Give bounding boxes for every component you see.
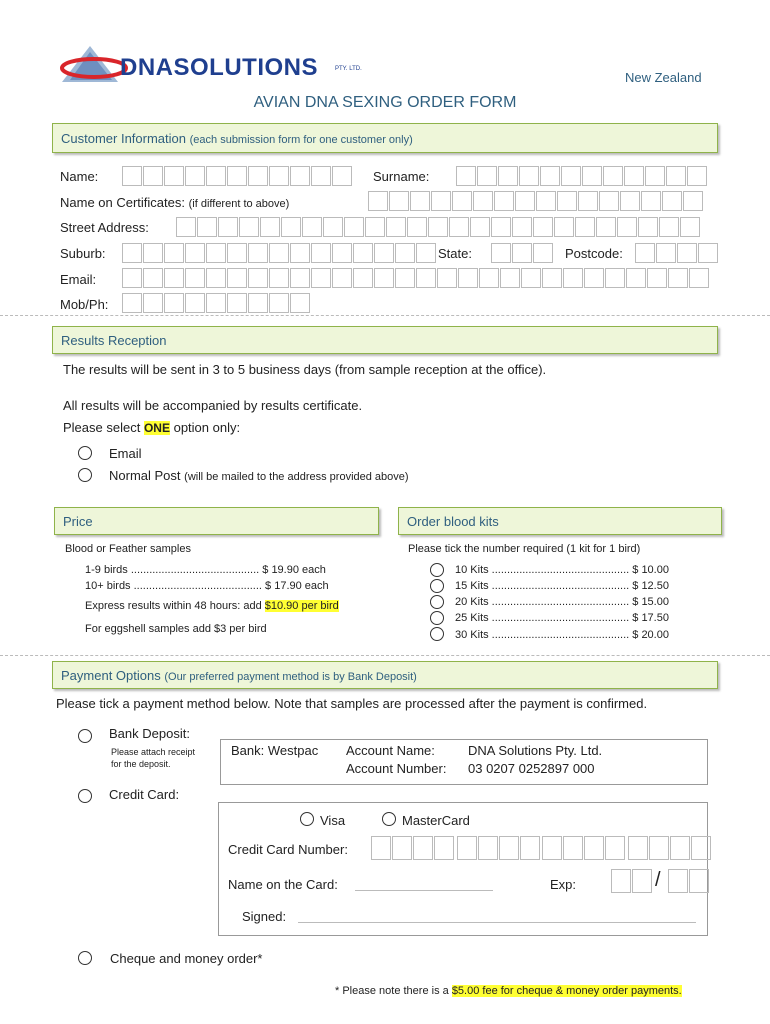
exp-separator: / <box>655 869 661 891</box>
bank-note-line-1: Please attach receipt <box>111 747 196 757</box>
kit-radio-10[interactable] <box>430 563 444 577</box>
post-radio[interactable] <box>78 468 92 482</box>
kit-radio-25[interactable] <box>430 611 444 625</box>
bank-deposit-note <box>111 746 195 770</box>
suburb-label: Suburb: <box>60 246 106 261</box>
surname-field[interactable] <box>456 166 708 186</box>
kit-item-15: 15 Kits ............................................. $ 12.50 <box>455 580 669 592</box>
results-certificate: All results will be accompanied by results certificate. <box>63 398 363 413</box>
express-text: Express results within 48 hours: add <box>85 600 262 612</box>
kit-item-10: 10 Kits ............................................. $ 10.00 <box>455 564 669 576</box>
kits-title: Order blood kits <box>407 514 499 529</box>
logo-text: DNASOLUTIONS <box>120 54 318 81</box>
page-title: AVIAN DNA SEXING ORDER FORM <box>253 94 517 111</box>
eggshell-row: For eggshell samples add $3 per bird <box>85 623 267 635</box>
account-number-label: Account Number: <box>346 761 447 776</box>
payment-note: (Our preferred payment method is by Bank Deposit) <box>164 671 417 683</box>
signed-label: Signed: <box>242 909 287 924</box>
kit-item-30: 30 Kits ............................................. $ 20.00 <box>455 629 669 641</box>
signature-field[interactable] <box>298 906 696 923</box>
region-label: New Zealand <box>625 70 702 85</box>
kit-radio-30[interactable] <box>430 627 444 641</box>
cc-number-group-1[interactable] <box>371 836 455 860</box>
cc-number-label: Credit Card Number: <box>228 842 348 857</box>
price-header <box>54 507 379 535</box>
credit-card-label: Credit Card: <box>109 787 180 802</box>
name-on-card-label: Name on the Card: <box>228 877 338 892</box>
cc-number-group-4[interactable] <box>628 836 712 860</box>
cheque-footnote <box>335 985 682 997</box>
kit-item-20: 20 Kits ............................................. $ 15.00 <box>455 596 669 608</box>
kits-instruction: Please tick the number required (1 kit for 1 bird) <box>408 543 641 555</box>
cheque-label: Cheque and money order* <box>110 951 263 966</box>
price-row-1: 1-9 birds .......................................... $ 19.90 each <box>85 564 326 576</box>
post-option-note: (will be mailed to the address provided above) <box>184 471 409 483</box>
cert-name-field[interactable] <box>368 191 704 211</box>
name-field[interactable] <box>122 166 353 186</box>
results-timing: The results will be sent in 3 to 5 business days (from sample reception at the office). <box>63 362 547 377</box>
exp-year-field[interactable] <box>668 869 710 893</box>
mob-field[interactable] <box>122 293 311 313</box>
account-name-label: Account Name: <box>346 743 435 758</box>
bank-deposit-label: Bank Deposit: <box>109 726 190 741</box>
postcode-field[interactable] <box>635 243 719 263</box>
visa-label: Visa <box>320 813 346 828</box>
visa-radio[interactable] <box>300 812 314 826</box>
state-field[interactable] <box>491 243 554 263</box>
email-field[interactable] <box>122 268 710 288</box>
customer-info-note: (each submission form for one customer only) <box>189 134 413 146</box>
price-row-2: 10+ birds .......................................... $ 17.90 each <box>85 580 329 592</box>
street-field[interactable] <box>176 217 701 237</box>
bank-name: Bank: Westpac <box>231 743 319 758</box>
email-option-label: Email <box>109 446 142 461</box>
account-number-value: 03 0207 0252897 000 <box>468 761 595 776</box>
state-label: State: <box>438 246 472 261</box>
payment-title: Payment Options <box>61 668 161 683</box>
divider <box>0 655 770 656</box>
kit-radio-15[interactable] <box>430 579 444 593</box>
mastercard-label: MasterCard <box>402 813 470 828</box>
post-option-label <box>109 468 409 483</box>
price-subheading: Blood or Feather samples <box>65 543 191 555</box>
cert-name-label <box>60 195 289 210</box>
name-on-card-field[interactable] <box>355 874 493 891</box>
name-label: Name: <box>60 169 99 184</box>
mastercard-radio[interactable] <box>382 812 396 826</box>
customer-info-title: Customer Information <box>61 131 186 146</box>
postcode-label: Postcode: <box>565 246 623 261</box>
surname-label: Surname: <box>373 169 430 184</box>
bank-note-line-2: for the deposit. <box>111 759 171 769</box>
customer-info-header <box>52 123 718 153</box>
results-select-note <box>63 420 240 435</box>
exp-month-field[interactable] <box>611 869 653 893</box>
mob-label: Mob/Ph: <box>60 297 109 312</box>
cc-number-group-2[interactable] <box>457 836 541 860</box>
select-one-highlight: ONE <box>143 421 170 435</box>
email-label: Email: <box>60 272 97 287</box>
street-label: Street Address: <box>60 220 149 235</box>
payment-header <box>52 661 718 689</box>
divider <box>0 315 770 316</box>
bank-deposit-radio[interactable] <box>78 729 92 743</box>
email-radio[interactable] <box>78 446 92 460</box>
price-title: Price <box>63 514 93 529</box>
kits-header <box>398 507 722 535</box>
credit-card-radio[interactable] <box>78 789 92 803</box>
express-row <box>85 600 339 612</box>
payment-instruction: Please tick a payment method below. Note that samples are processed after the payment is confirmed. <box>56 696 648 711</box>
suburb-field[interactable] <box>122 243 437 263</box>
post-option-text: Normal Post <box>109 468 181 483</box>
footnote-fee-highlight: $5.00 fee for cheque & money order payments. <box>451 985 682 997</box>
account-name-value: DNA Solutions Pty. Ltd. <box>468 743 603 758</box>
kit-radio-20[interactable] <box>430 595 444 609</box>
express-fee-highlight: $10.90 per bird <box>264 600 339 612</box>
cheque-radio[interactable] <box>78 951 92 965</box>
logo-sub: PTY. LTD. <box>335 66 362 72</box>
select-pre: Please select <box>63 420 141 435</box>
cc-number-group-3[interactable] <box>542 836 626 860</box>
kit-item-25: 25 Kits ............................................. $ 17.50 <box>455 612 669 624</box>
results-title: Results Reception <box>61 333 167 348</box>
logo <box>60 44 370 84</box>
select-post: option only: <box>173 420 241 435</box>
cert-name-note: (if different to above) <box>188 198 290 210</box>
cert-name-label-text: Name on Certificates: <box>60 195 185 210</box>
exp-label: Exp: <box>550 877 577 892</box>
footnote-text: * Please note there is a <box>335 985 449 997</box>
results-header <box>52 326 718 354</box>
